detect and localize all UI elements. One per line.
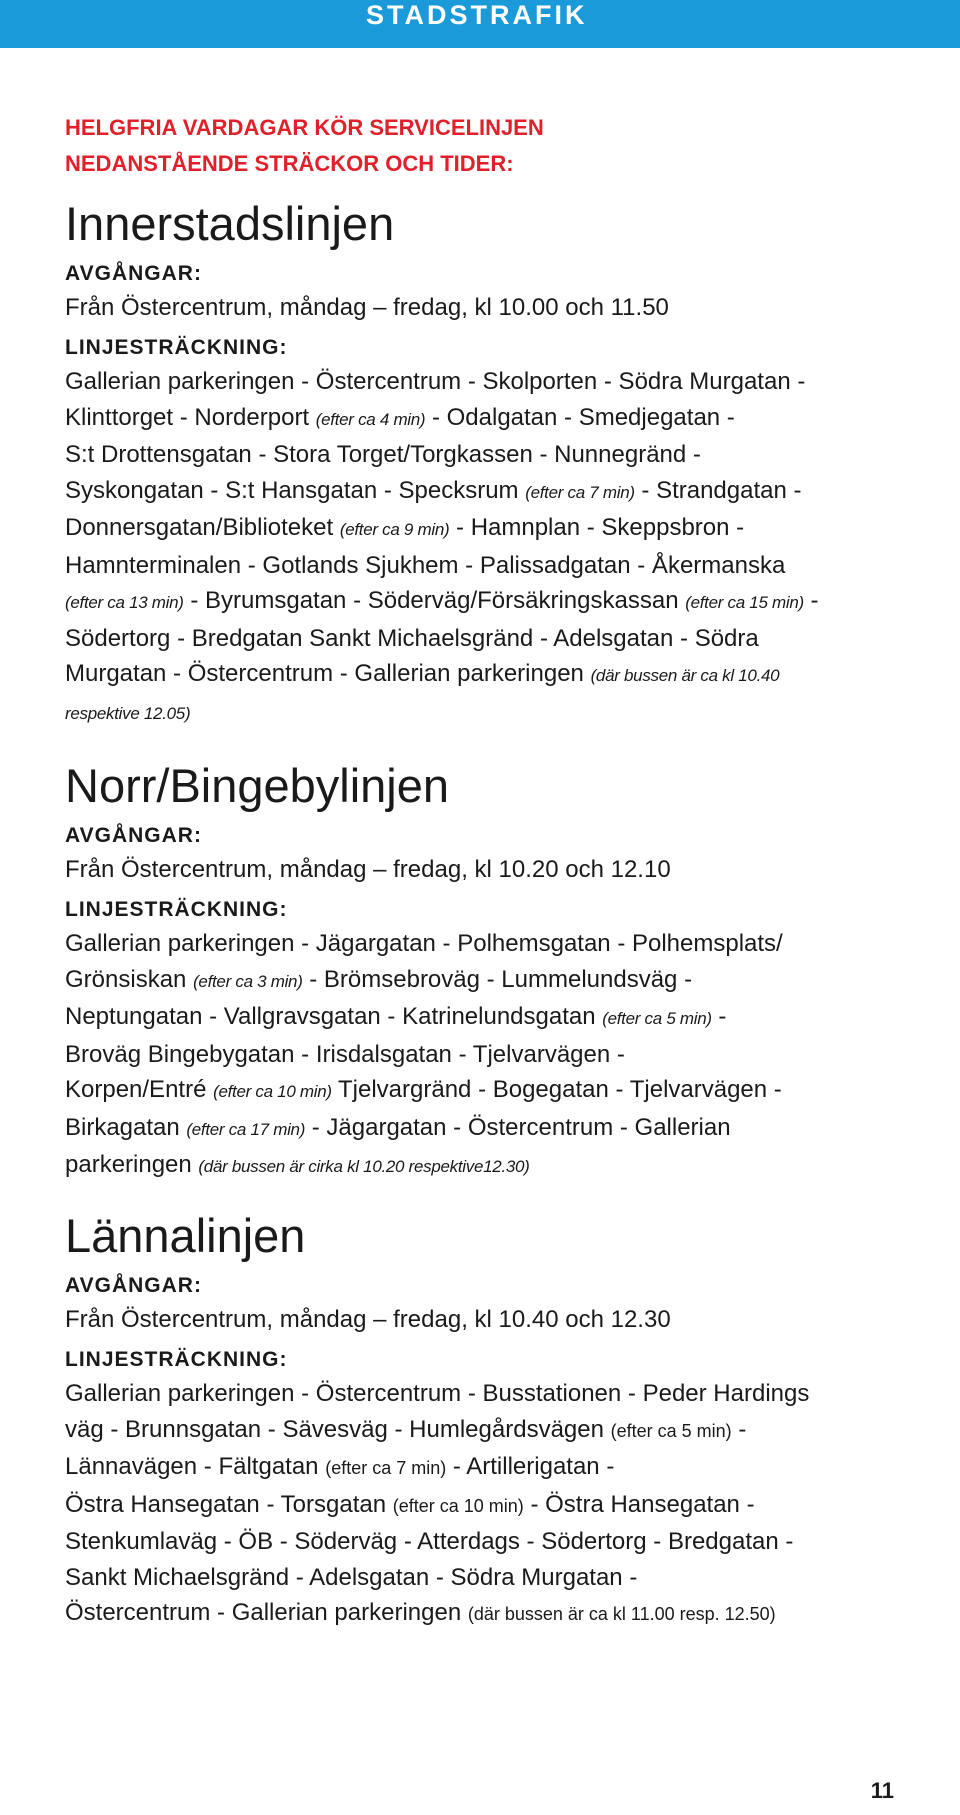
route-line: (efter ca 13 min) - Byrumsgatan - Söderväg/Försäkringskassan (efter ca 15 min) - — [65, 587, 819, 614]
time-note: (där bussen är ca kl 10.40 — [590, 666, 780, 685]
section-norr-bingebylinjen — [65, 758, 905, 1185]
route-line: Stenkumlaväg - ÖB - Söderväg - Atterdags - Södertorg - Bredgatan - — [65, 1528, 794, 1555]
route-line: Östercentrum - Gallerian parkeringen (där bussen är ca kl 11.00 resp. 12.50) — [65, 1599, 776, 1626]
route-text — [65, 1376, 905, 1633]
section-innerstadslinjen — [65, 196, 905, 731]
departures-label: AVGÅNGAR: — [65, 824, 202, 847]
route-label: LINJESTRÄCKNING: — [65, 898, 288, 921]
departures-label: AVGÅNGAR: — [65, 262, 202, 285]
time-note: (efter ca 15 min) — [685, 593, 804, 612]
departures-text: Från Östercentrum, måndag – fredag, kl 10.00 och 11.50 — [65, 294, 669, 321]
time-note: (efter ca 7 min) — [525, 482, 635, 502]
departures-text: Från Östercentrum, måndag – fredag, kl 10.40 och 12.30 — [65, 1306, 671, 1333]
time-note: (där bussen är cirka kl 10.20 respektive12.30) — [198, 1157, 530, 1176]
route-line: Hamnterminalen - Gotlands Sjukhem - Palissadgatan - Åkermanska — [65, 551, 786, 579]
route-line: Sankt Michaelsgränd - Adelsgatan - Södra Murgatan - — [65, 1563, 638, 1591]
notice-line-2: NEDANSTÅENDE STRÄCKOR OCH TIDER: — [65, 151, 514, 176]
route-text — [65, 364, 905, 731]
route-line: Korpen/Entré (efter ca 10 min) Tjelvargränd - Bogegatan - Tjelvarvägen - — [65, 1076, 782, 1103]
departures-text: Från Östercentrum, måndag – fredag, kl 10.20 och 12.10 — [65, 856, 671, 883]
route-line: Syskongatan - S:t Hansgatan - Specksrum (efter ca 7 min) - Strandgatan - — [65, 476, 802, 504]
route-line: Birkagatan (efter ca 17 min) - Jägargatan - Östercentrum - Gallerian — [65, 1113, 731, 1141]
route-line: väg - Brunnsgatan - Sävesväg - Humlegårdsvägen (efter ca 5 min) - — [65, 1415, 747, 1443]
route-line: Lännavägen - Fältgatan (efter ca 7 min) - Artillerigatan - — [65, 1453, 615, 1480]
route-line: Murgatan - Östercentrum - Gallerian parkeringen (där bussen är ca kl 10.40 — [65, 660, 780, 687]
route-line: Gallerian parkeringen - Östercentrum - Skolporten - Södra Murgatan - — [65, 368, 806, 395]
time-note: (efter ca 17 min) — [186, 1119, 306, 1139]
route-label: LINJESTRÄCKNING: — [65, 336, 288, 359]
section-title: Lännalinjen — [65, 1209, 306, 1262]
time-note: (efter ca 5 min) — [610, 1420, 732, 1441]
time-note: (efter ca 10 min) — [213, 1082, 332, 1101]
route-line: Gallerian parkeringen - Jägargatan - Polhemsgatan - Polhemsplats/ — [65, 930, 783, 957]
time-note: (efter ca 13 min) — [65, 593, 184, 612]
time-note: (efter ca 4 min) — [315, 409, 426, 429]
time-note: (efter ca 5 min) — [602, 1009, 712, 1028]
time-note: (efter ca 10 min) — [392, 1495, 524, 1516]
time-note: (efter ca 3 min) — [193, 971, 303, 991]
route-line: Grönsiskan (efter ca 3 min) - Brömsebroväg - Lummelundsväg - — [65, 965, 693, 993]
route-label: LINJESTRÄCKNING: — [65, 1348, 288, 1371]
time-note: respektive 12.05) — [65, 703, 191, 723]
time-note: (där bussen är ca kl 11.00 resp. 12.50) — [467, 1604, 776, 1624]
route-line — [65, 694, 905, 732]
time-note: (efter ca 9 min) — [339, 520, 450, 539]
section-title: Norr/Bingebylinjen — [65, 759, 450, 812]
header-title: STADSTRAFIK — [366, 0, 588, 30]
page-number: 11 — [870, 1778, 894, 1803]
route-line: parkeringen (där bussen är cirka kl 10.20 respektive12.30) — [65, 1151, 530, 1178]
service-notice — [65, 110, 885, 182]
notice-line-1: HELGFRIA VARDAGAR KÖR SERVICELINJEN — [65, 115, 544, 140]
route-line: S:t Drottensgatan - Stora Torget/Torgkassen - Nunnegränd - — [65, 441, 701, 468]
route-line: Klinttorget - Norderport (efter ca 4 min) - Odalgatan - Smedjegatan - — [65, 403, 735, 431]
route-line: Södertorg - Bredgatan Sankt Michaelsgränd - Adelsgatan - Södra — [65, 624, 759, 652]
departures-label: AVGÅNGAR: — [65, 1274, 202, 1297]
route-line: Östra Hansegatan - Torsgatan (efter ca 10 min) - Östra Hansegatan - — [65, 1490, 755, 1518]
route-line: Donnersgatan/Biblioteket (efter ca 9 min) - Hamnplan - Skeppsbron - — [65, 514, 745, 541]
header-bar — [0, 0, 960, 48]
route-line: Broväg Bingebygatan - Irisdalsgatan - Tjelvarvägen - — [65, 1040, 625, 1068]
section-title: Innerstadslinjen — [65, 197, 395, 250]
route-text — [65, 926, 905, 1185]
route-line: Gallerian parkeringen - Östercentrum - Busstationen - Peder Hardings — [65, 1380, 810, 1407]
time-note: (efter ca 7 min) — [325, 1458, 447, 1478]
route-line: Neptungatan - Vallgravsgatan - Katrinelundsgatan (efter ca 5 min) - — [65, 1003, 727, 1030]
section-lannalinjen — [65, 1208, 905, 1633]
